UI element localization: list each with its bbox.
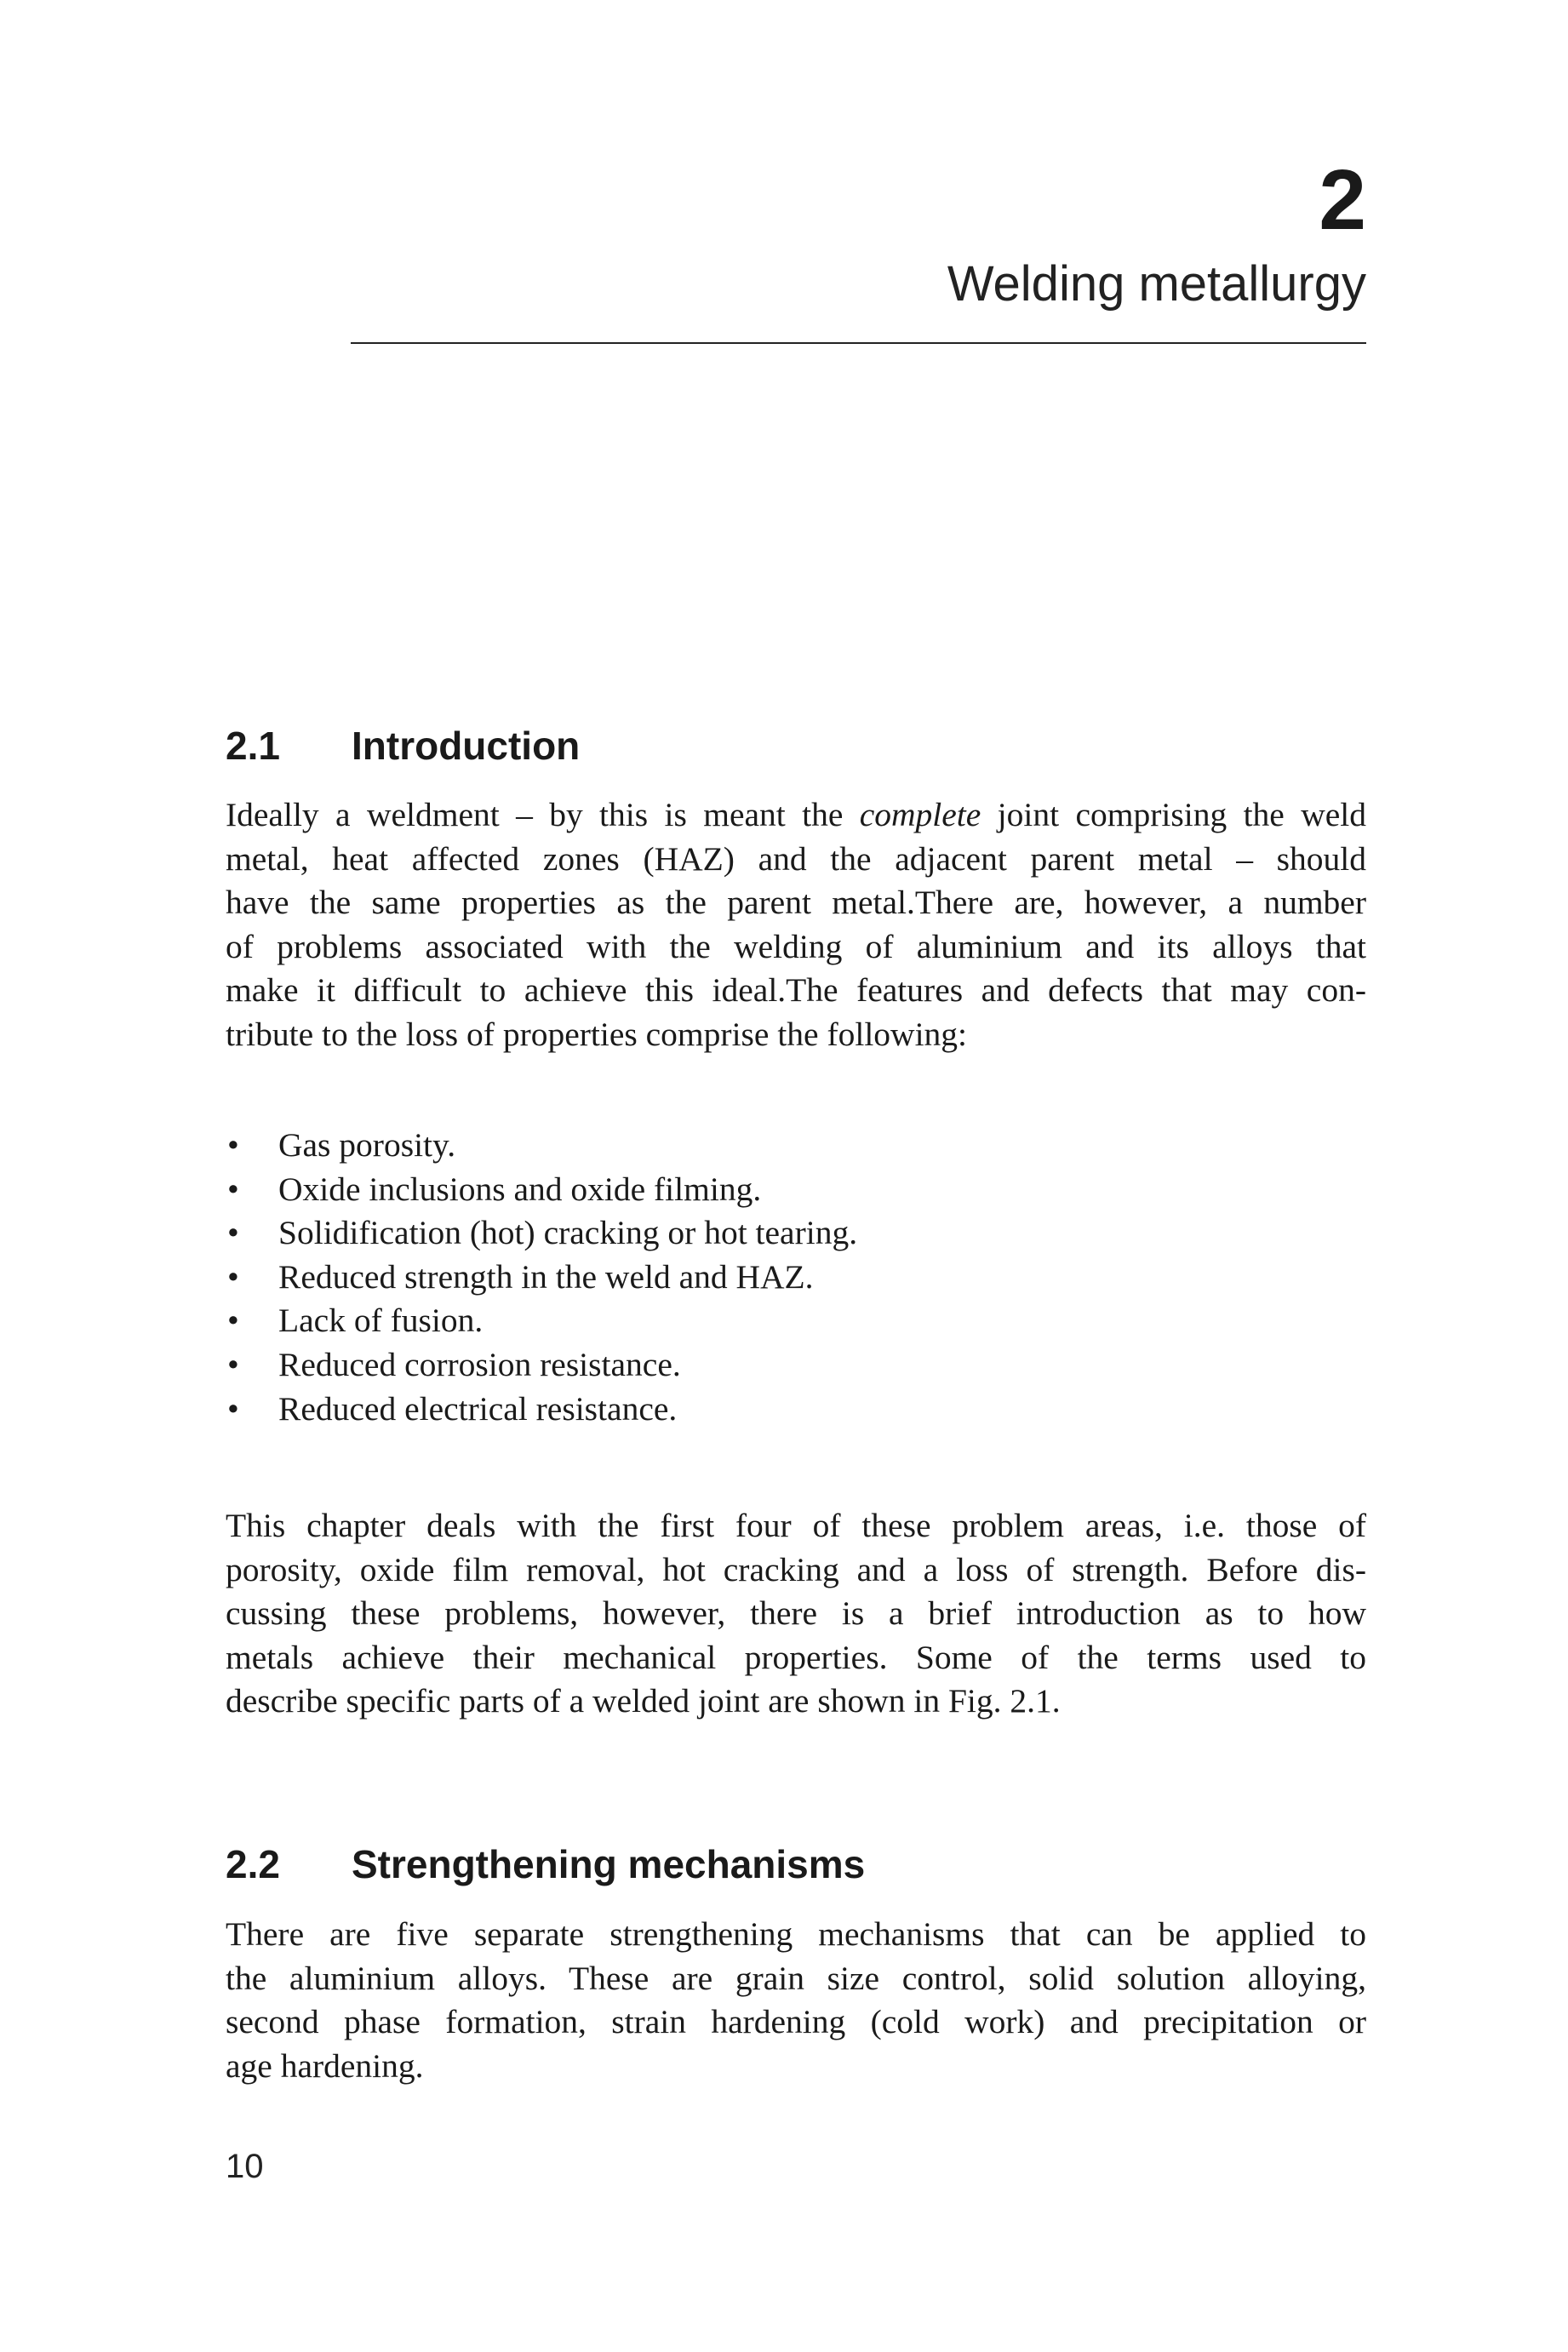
list-item xyxy=(226,1168,1366,1212)
bullet-icon: • xyxy=(227,1345,239,1383)
list-item-text: Lack of fusion. xyxy=(278,1302,484,1340)
list-item xyxy=(226,1211,1366,1256)
paragraph-line: There are five separate strengthening mechanisms that can be applied to xyxy=(226,1915,1366,1953)
list-item-text: Oxide inclusions and oxide filming. xyxy=(278,1170,762,1208)
list-item-text: Reduced electrical resistance. xyxy=(278,1389,678,1428)
emphasis-text: complete xyxy=(859,796,981,833)
paragraph-line: of problems associated with the welding of aluminium and its alloys that xyxy=(226,927,1366,965)
paragraph-line: the aluminium alloys. These are grain size control, solid solution alloying, xyxy=(226,1959,1366,1997)
section-heading-introduction xyxy=(226,724,581,768)
section-title: Strengthening mechanisms xyxy=(352,1842,866,1886)
bullet-icon: • xyxy=(227,1214,239,1252)
paragraph-line: age hardening. xyxy=(226,2046,424,2085)
paragraph xyxy=(226,1504,1366,1724)
section-number: 2.2 xyxy=(226,1842,280,1886)
intro-paragraph xyxy=(226,793,1366,1057)
section-heading-strengthening-mechanisms xyxy=(226,1842,866,1886)
list-item-text: Solidification (hot) cracking or hot tearing. xyxy=(278,1214,858,1252)
list-item-text: Gas porosity. xyxy=(278,1126,456,1164)
list-item xyxy=(226,1256,1366,1300)
paragraph xyxy=(226,1913,1366,2088)
bullet-icon: • xyxy=(227,1302,239,1340)
section-number: 2.1 xyxy=(226,724,280,768)
paragraph-line: make it difficult to achieve this ideal.The features and defects that may con- xyxy=(226,971,1366,1010)
list-item xyxy=(226,1299,1366,1343)
text-run: joint comprising the weld xyxy=(981,796,1366,833)
chapter-scope-paragraph xyxy=(226,1504,1366,1724)
bullet-list xyxy=(226,1124,1366,1431)
bullet-icon: • xyxy=(227,1170,239,1208)
chapter-divider xyxy=(351,342,1366,344)
chapter-title: Welding metallurgy xyxy=(947,256,1366,312)
list-item-text: Reduced strength in the weld and HAZ. xyxy=(278,1257,814,1296)
page-number: 10 xyxy=(226,2148,264,2185)
paragraph-line: porosity, oxide film removal, hot cracking and a loss of strength. Before dis- xyxy=(226,1550,1366,1588)
chapter-number: 2 xyxy=(1319,152,1366,248)
paragraph-line: tribute to the loss of properties comprise the following: xyxy=(226,1015,968,1053)
list-item xyxy=(226,1124,1366,1168)
paragraph-line: second phase formation, strain hardening (cold work) and precipitation or xyxy=(226,2003,1366,2041)
bullet-icon: • xyxy=(227,1389,239,1428)
paragraph-line: This chapter deals with the first four of these problem areas, i.e. those of xyxy=(226,1507,1366,1544)
text-run: Ideally a weldment – by this is meant the xyxy=(226,796,860,833)
bullet-icon: • xyxy=(227,1126,239,1164)
defects-list xyxy=(226,1124,1366,1431)
bullet-icon: • xyxy=(227,1257,239,1296)
section-title: Introduction xyxy=(352,724,581,768)
paragraph-line: cussing these problems, however, there is a brief introduction as to how xyxy=(226,1594,1366,1633)
paragraph xyxy=(226,793,1366,1057)
paragraph-line: have the same properties as the parent metal.There are, however, a number xyxy=(226,884,1366,922)
paragraph-line: metals achieve their mechanical properties. Some of the terms used to xyxy=(226,1638,1366,1676)
list-item xyxy=(226,1343,1366,1388)
list-item-text: Reduced corrosion resistance. xyxy=(278,1345,681,1383)
list-item xyxy=(226,1388,1366,1432)
paragraph-line: metal, heat affected zones (HAZ) and the adjacent parent metal – should xyxy=(226,839,1366,878)
paragraph-line xyxy=(226,793,1366,838)
strengthening-paragraph xyxy=(226,1913,1366,2088)
paragraph-line: describe specific parts of a welded joint are shown in Fig. 2.1. xyxy=(226,1682,1061,1720)
